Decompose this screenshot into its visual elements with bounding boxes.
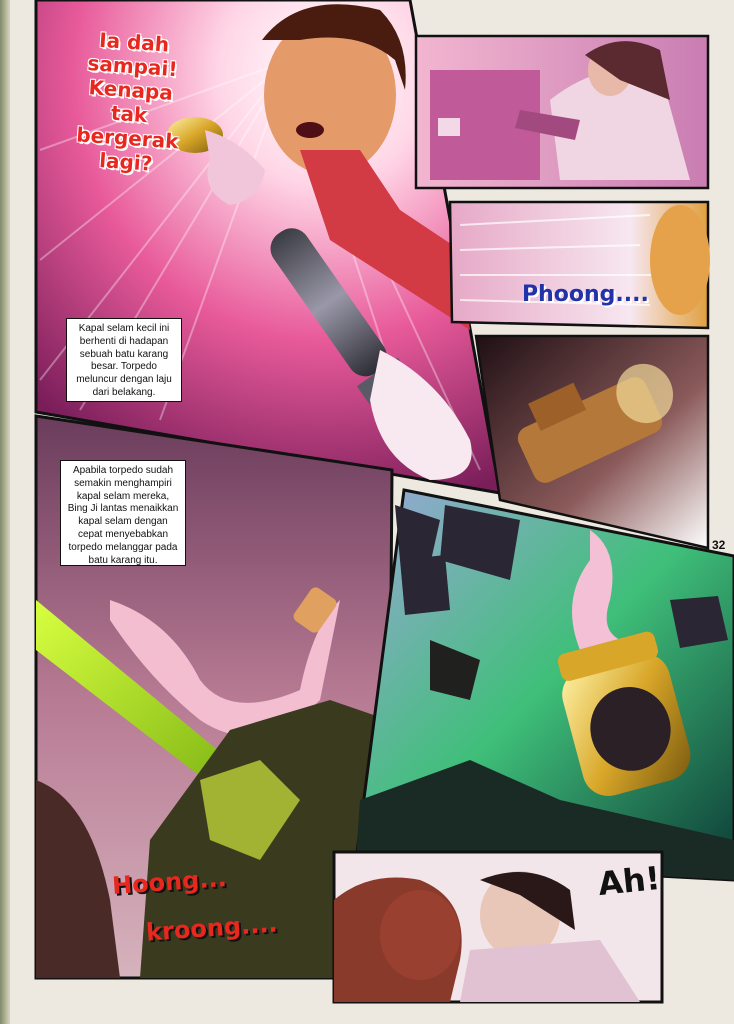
sfx-ah: Ah! [596,858,662,904]
panel-3 [450,202,710,328]
speech-line-3: Kenapa [87,75,174,105]
sfx-kroong: kroong.... [145,909,279,947]
speech-line-4: tak [110,100,149,128]
caption-box-1: Kapal selam kecil ini berhenti di hadapan sebuah batu karang besar. Torpedo meluncur dengan laju dari belakang. [66,318,182,402]
speech-line-5: bergerak [75,122,180,154]
speech-text [55,25,205,178]
page-number: 32 [712,538,726,552]
panel-6 [356,490,734,880]
sfx-hoong: Hoong... [111,864,228,900]
speech-line-1: Ia dah [98,27,170,57]
caption-box-2: Apabila torpedo sudah semakin menghampiri kapal selam mereka, Bing Ji lantas menaikkan kapal selam dengan cepat menyebabkan torpedo melanggar pada batu karang itu. [60,460,186,566]
sfx-phoong: Phoong.... [522,282,649,307]
speech-line-6: lagi? [98,148,154,176]
panel-2 [416,36,708,188]
speech-line-2: sampai! [86,50,179,82]
